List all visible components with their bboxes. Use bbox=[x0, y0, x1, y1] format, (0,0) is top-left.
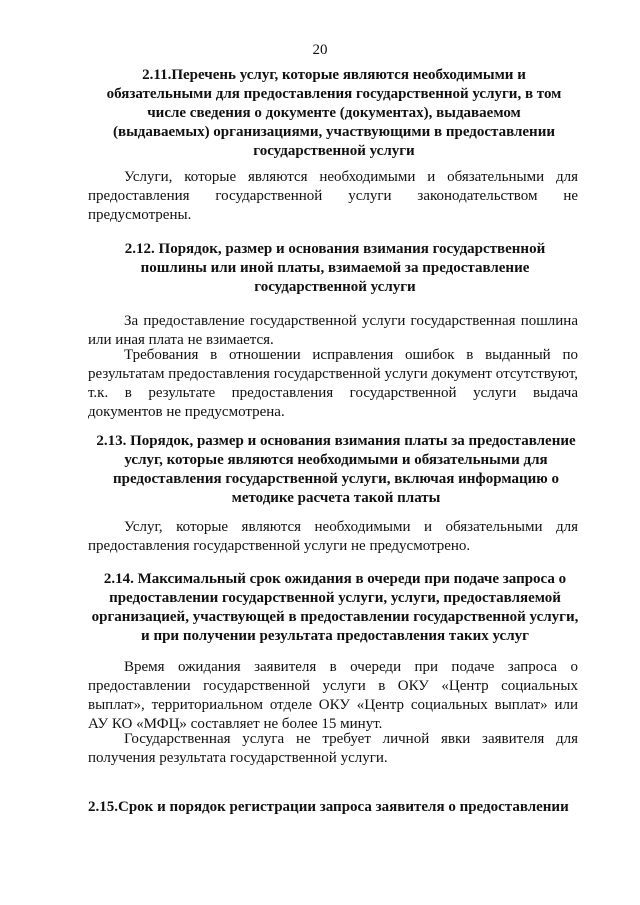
section-2-12-heading: 2.12. Порядок, размер и основания взимания государственной пошлины или иной платы, взимаемой за предоставление государственной услуги bbox=[124, 241, 546, 295]
section-2-14-paragraph-2: Государственная услуга не требует личной явки заявителя для получения результата государственной услуги. bbox=[88, 731, 578, 766]
section-2-13-heading: 2.13. Порядок, размер и основания взимания платы за предоставление услуг, которые являются необходимыми и обязательными для предоставления государственной услуги, включая информацию о методике расчета такой платы bbox=[96, 433, 576, 506]
section-2-11-paragraph-1: Услуги, которые являются необходимыми и обязательными для предоставления государственной услуги законодательством не предусмотрены. bbox=[88, 169, 578, 223]
section-2-14-heading: 2.14. Максимальный срок ожидания в очереди при подаче запроса о предоставлении государственной услуги, услуги, предоставляемой организацией, участвующей в предоставлении государственной услуги, и при получении результата предоставления таких услуг bbox=[91, 571, 579, 644]
section-2-11-heading: 2.11.Перечень услуг, которые являются необходимыми и обязательными для предоставления государственной услуги, в том числе сведения о документе (документах), выдаваемом (выдаваемых) организациями, участвующими в предоставлении государственной услуги bbox=[106, 67, 562, 159]
section-2-12-paragraph-1: За предоставление государственной услуги государственная пошлина или иная плата не взимается. bbox=[88, 313, 578, 348]
section-2-12-paragraph-2: Требования в отношении исправления ошибок в выданный по результатам предоставления государственной услуги документ отсутствуют, т.к. в результате предоставления государственной услуги выдача документов не предусмотрена. bbox=[88, 347, 578, 420]
section-2-13-paragraph-1: Услуг, которые являются необходимыми и обязательными для предоставления государственной услуги не предусмотрено. bbox=[88, 519, 578, 554]
section-2-14-paragraph-1: Время ожидания заявителя в очереди при подаче запроса о предоставлении государственной услуги в ОКУ «Центр социальных выплат», территориальном отделе ОКУ «Центр социальных выплат» или АУ КО «МФЦ» составляет не более 15 минут. bbox=[88, 659, 578, 732]
section-2-15-heading: 2.15.Срок и порядок регистрации запроса заявителя о предоставлении bbox=[88, 799, 569, 815]
page-number: 20 bbox=[312, 42, 328, 58]
